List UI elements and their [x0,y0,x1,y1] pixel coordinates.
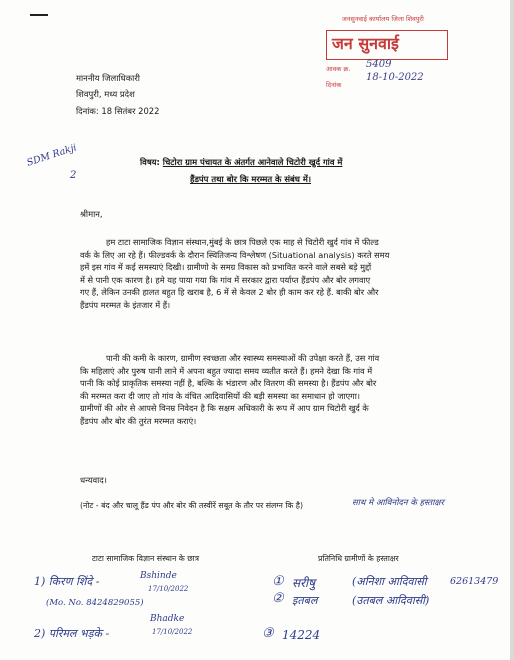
letter-date [76,105,159,117]
para2-line: पानी कि कोई प्राकृतिक समस्या नहीं है, बल्कि के भंडारण और वितरण की समस्या है। हैंडपंप और बोर [80,378,377,388]
villager-2-signature: इतबल [292,594,318,607]
para2-line: ग्रामीणों की ओर से आपसे विनम्र निवेदन है कि सक्षम अधिकारी के रूप में आप ग्राम चिटोरी खुर्द के [80,403,369,413]
villager-1-number: ① [272,574,284,589]
jan-sunvai-stamp [312,10,462,96]
date-value: 18 सितंबर 2022 [101,106,160,116]
para1-line: गए हैं, लेकिन उनकी हालत बहुत हि खराब है, 6 में से केवल 2 बोर ही काम कर रहे हैं. बाकी बोर और [80,287,379,297]
paragraph-2 [80,352,480,427]
student-signature-2: 2) परिमल भड़के - [34,627,110,640]
note-handwritten: साथ मे आविनोदन के हस्ताक्षर [352,498,445,508]
student-2-initials: Bhadke [150,614,185,624]
margin-note: SDM Rakji [25,142,79,169]
villager-1-name: (अनिशा आदिवासी [352,575,427,588]
para2-line: हैंडपंप और बोर की तुरंत मरम्मत कराएं। [80,415,197,426]
student-signature-1: 1) किरण शिंदे - [34,575,100,588]
paragraph-1 [80,236,480,311]
student-1-date: 17/10/2022 [148,585,189,593]
stamp-top-text: जनसुनवाई कार्यालय जिला शिवपुरी [342,15,424,23]
thanks: धन्यवाद। [80,475,107,485]
stamp-date: 18-10-2022 [366,72,424,83]
student-2-date: 17/10/2022 [152,628,193,636]
villager-2-number: ② [272,591,284,606]
address-city: शिवपुरी, मध्य प्रदेश [76,89,135,99]
villagers-heading: प्रतिनिधि ग्रामीणों के हस्ताक्षर [318,554,399,563]
student-1-initials: Bshinde [140,571,177,581]
para1-line: वर्क के लिए आ रहे हैं। फील्डवर्क के दौरान स्थितिजन्य विश्लेषण (Situational analysis) करते समय [80,249,390,260]
stamp-date-label: दिनांक [326,81,342,89]
para1-line: हमें इस गांव में कई समस्याएं दिखी। ग्रामीणो के समग्र विकास को प्रभावित करने वाले सबसे बड़े मुद्दों [80,262,372,272]
students-heading: टाटा सामाजिक विज्ञान संस्थान के छात्र [92,554,200,563]
subject-text-1: चिटोरा ग्राम पंचायत के अंतर्गत आनेवाले चिटोरी खुर्द गांव में [162,157,343,167]
student-1-mobile: (Mo. No. 8424829055) [46,598,144,608]
para2-line: कि महिलाएं और पुरुष पानी लाने में अपना बहुत ज्यादा समय व्यतीत करते हैं। हमने देखा कि गांव में [80,365,373,376]
subject-label: विषय: [140,157,160,167]
para1-line: हम टाटा सामाजिक विज्ञान संस्थान,मुंबई के छात्र पिछले एक माह से चिटोरी खुर्द गांव में फील्ड [106,237,379,247]
corner-dash-mark [30,14,48,16]
stamp-title: जन सुनवाई [332,34,399,53]
date-label: दिनांक: [76,106,99,116]
para2-line: पानी की कमी के कारण, ग्रामीण स्वच्छता और स्वास्थ्य समस्याओं की उपेक्षा करते हैं, उस गांव [106,353,380,363]
subject-line-2: हैंडपंप तथा बोर कि मरम्मत के संबंध में। [190,174,312,184]
subject-line-1 [140,156,342,168]
page-edge-shadow [510,0,514,660]
stamp-inward-label: आवक क्र. [326,65,351,73]
para1-line: में से पानी एक कारण है। हमे यह पाया गया कि गांव में सरकार द्वारा पर्याप्त हैंडपंप और बोर लगवाए [80,274,371,285]
margin-note-number: 2 [70,170,77,181]
villager-1-signature: सरीषु [292,576,316,590]
villager-3-signature: 14224 [282,628,321,642]
villager-2-name: (उतबल आदिवासी) [352,594,430,607]
para2-line: की मरम्मत करा दी जाए तो गांव के वंचित आदिवासियों की बड़ी समस्या का समाधान हो जाएगा। [80,390,360,401]
stamp-inward-number: 5409 [366,59,392,70]
attachment-note: (नोट - बंद और चालू हैंड पंप और बोर की तस्वीरें सबूत के तौर पर संलग्न कि है) [80,501,303,510]
villager-3-number: ③ [262,626,274,641]
addressee: माननीय जिलाधिकारी [76,73,140,83]
salutation: श्रीमान, [80,209,103,219]
villager-1-phone: 62613479 [450,576,499,587]
para1-line: हैंडपंप मरम्मत के इंतजार में हैं। [80,299,171,310]
